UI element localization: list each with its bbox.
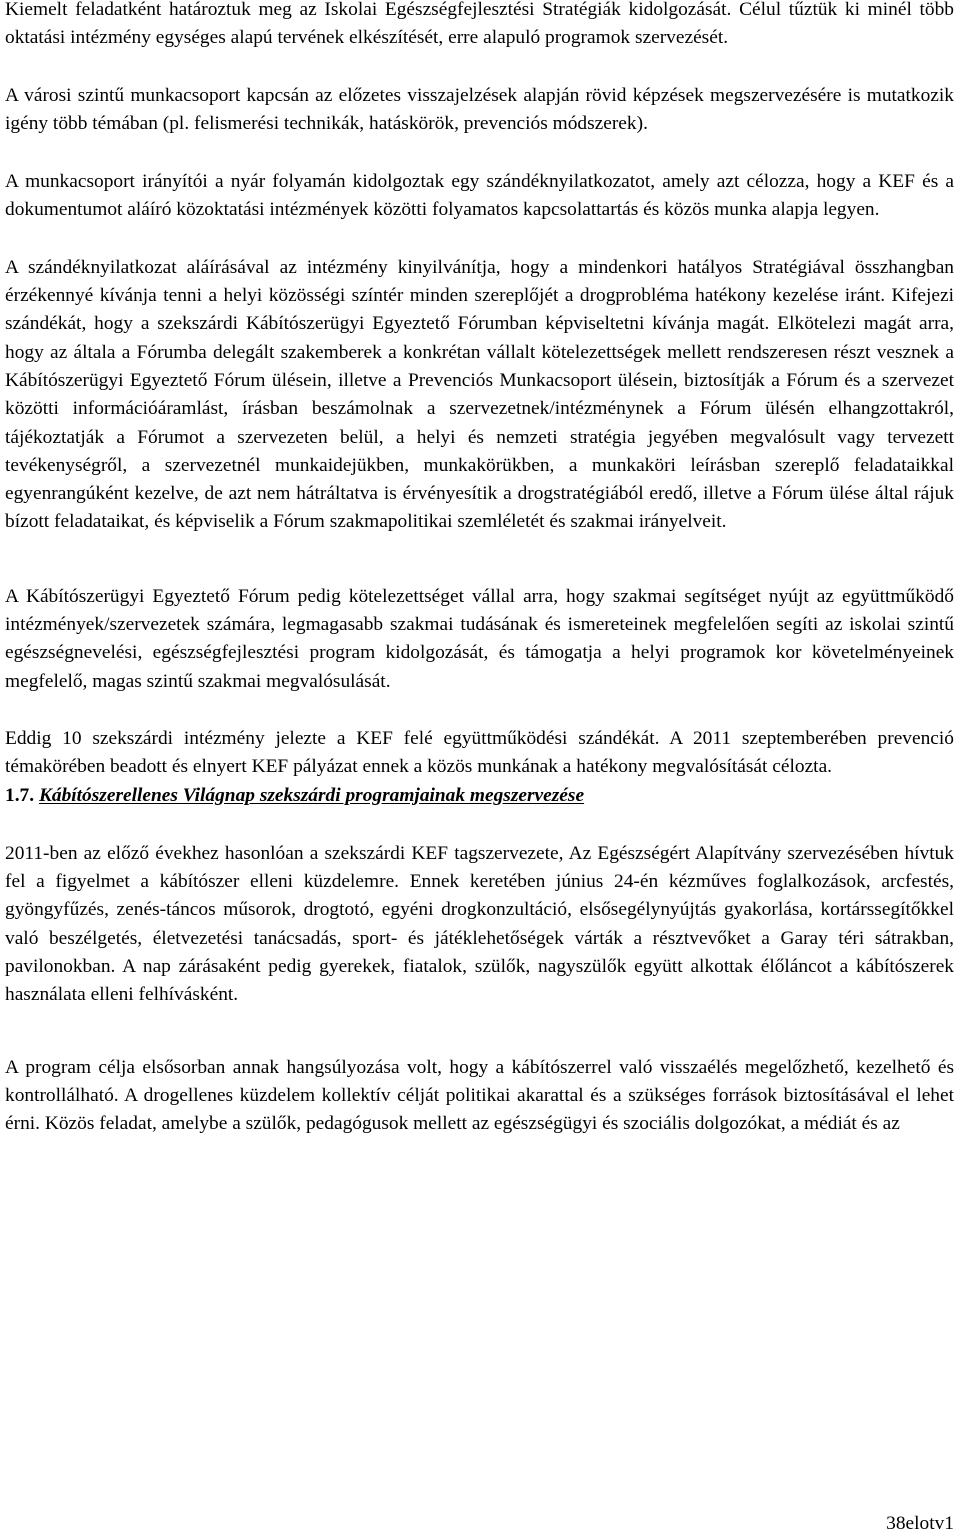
section-title: Kábítószerellenes Világnap szekszárdi programjainak megszervezése [38, 784, 585, 806]
paragraph-program-goal: A program célja elsősorban annak hangsúlyozása volt, hogy a kábítószerrel való visszaélés megelőzhető, kezelhető és kontrollálható. A drogellenes küzdelem kollektív célját politikai akarattal és a szükséges források biztosításával el lehet érni. Közös feladat, amelybe a szülők, pedagógusok mellett az egészségügyi és szociális dolgozókat, a médiát és az [5, 1056, 954, 1135]
section-heading [5, 782, 954, 810]
paragraph-forum-commitment: A Kábítószerügyi Egyeztető Fórum pedig kötelezettséget vállal arra, hogy szakmai segítséget nyújt az együttműködő intézmények/szervezetek számára, legmagasabb szakmai tudásának és ismereteinek megfelelően segíti az iskolai szintű egészségnevelési, egészségfejlesztési program kidolgozását, és támogatja a helyi programok kor követelményeinek megfelelő, magas szintű szakmai megvalósulását. [5, 585, 954, 692]
paragraph-trainings: A városi szintű munkacsoport kapcsán az előzetes visszajelzések alapján rövid képzések megszervezésére is mutatkozik igény több témában (pl. felismerési technikák, hatáskörök, prevenciós módszerek). [5, 84, 954, 134]
paragraph-strategies: Kiemelt feladatként határoztuk meg az Iskolai Egészségfejlesztési Stratégiák kidolgozását. Célul tűztük ki minél több oktatási intézmény egységes alapú tervének elkészítését, erre alapuló programok szervezését. [5, 0, 954, 49]
section-number: 1.7. [5, 784, 35, 806]
paragraph-declaration-intro: A munkacsoport irányítói a nyár folyamán kidolgoztak egy szándéknyilatkozatot, amely azt célozza, hogy a KEF és a dokumentumot aláíró közoktatási intézmények közötti folyamatos kapcsolattartás és közös munka alapja legyen. [5, 170, 954, 220]
paragraph-world-day-program: 2011-ben az előző évekhez hasonlóan a szekszárdi KEF tagszervezete, Az Egészségért Alapítvány szervezésében hívtuk fel a figyelmet a kábítószer elleni küzdelemre. Ennek keretében június 24-én kézműves foglalkozások, arcfestés, gyöngyfűzés, zenés-táncos műsorok, drogtotó, egyéni drogkonzultáció, elsősegélynyújtás gyakorlása, kortárssegítőkkel való beszélgetés, életvezetési tanácsadás, sport- és játéklehetőségek várták a résztvevőket a Garay téri sátrakban, pavilonokban. A nap zárásaként pedig gyerekek, fiatalok, szülők, nagyszülők együtt alkottak élőláncot a kábítószerek használata elleni felhívásként. [5, 842, 954, 1006]
document-page [5, 0, 954, 1139]
paragraph-declaration-details: A szándéknyilatkozat aláírásával az intézmény kinyilvánítja, hogy a mindenkori hatályos Stratégiával összhangban érzékennyé kívánja tenni a helyi közösségi színtér minden szereplőjét a drogprobléma hatékony kezelése iránt. Kifejezi szándékát, hogy a szekszárdi Kábítószerügyi Egyeztető Fórumban képviseltetni kívánja magát. Elkötelezi magát arra, hogy az általa a Fórumba delegált szakemberek a konkrétan vállalt kötelezettségek mellett rendszeresen részt vesznek a Kábítószerügyi Egyeztető Fórum ülésein, illetve a Prevenciós Munkacsoport ülésein, biztosítják a Fórum és a szervezet közötti információáramlást, írásban beszámolnak a szervezetnek/intézménynek a Fórum ülésén elhangzottakról, tájékoztatják a Fórumot a szervezeten belül, a helyi és nemzeti stratégia jegyében megvalósult vagy tervezett tevékenységről, a szervezetnél munkaidejükben, munkakörükben, a munkaköri leírásban szereplő feladataikkal egyenrangúként kezelve, de azt nem hátráltatva is érvényesítik a drogstratégiából eredő, illetve a Fórum ülése által rájuk bízott feladataikat, és képviselik a Fórum szakmapolitikai szemléletét és szakmai irányelveit. [5, 256, 954, 533]
page-number: 38elotv1 [886, 1513, 954, 1534]
paragraph-institutions-count: Eddig 10 szekszárdi intézmény jelezte a KEF felé együttműködési szándékát. A 2011 szeptemberében prevenció témakörében beadott és elnyert KEF pályázat ennek a közös munkának a hatékony megvalósítását célozta. [5, 727, 954, 778]
